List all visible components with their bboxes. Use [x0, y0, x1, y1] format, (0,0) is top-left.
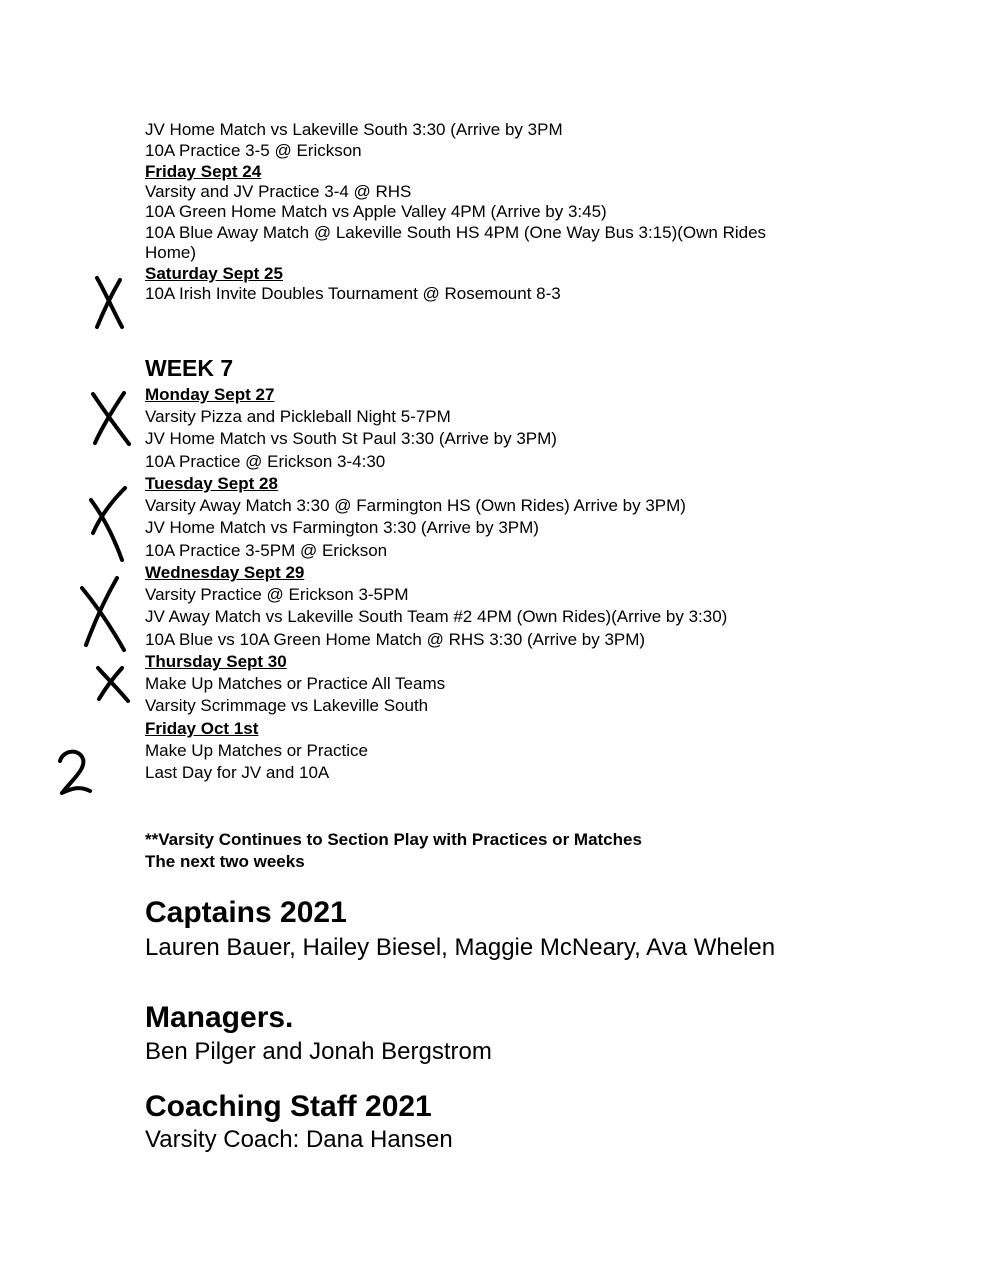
schedule-line: 10A Blue Away Match @ Lakeville South HS 4PM (One Way Bus 3:15)(Own Rides: [145, 223, 767, 242]
day-heading-friday-sept-24: Friday Sept 24: [145, 162, 262, 181]
handwritten-2-friday: [60, 752, 90, 793]
day-heading-wednesday: Wednesday Sept 29: [145, 563, 305, 582]
managers-title: Managers.: [145, 1001, 294, 1034]
day-heading-friday-oct-1: Friday Oct 1st: [145, 719, 259, 738]
coaching-line: Varsity Coach: Dana Hansen: [145, 1126, 453, 1153]
schedule-line: 10A Practice 3-5PM @ Erickson: [145, 541, 388, 560]
captains-title: Captains 2021: [145, 896, 347, 929]
managers-names: Ben Pilger and Jonah Bergstrom: [145, 1038, 492, 1065]
handwritten-x-wednesday: [82, 578, 124, 650]
day-heading-saturday-sept-25: Saturday Sept 25: [145, 264, 283, 283]
schedule-line: 10A Practice @ Erickson 3-4:30: [145, 452, 386, 471]
schedule-line: Make Up Matches or Practice All Teams: [145, 674, 446, 693]
schedule-line: Varsity Practice @ Erickson 3-5PM: [145, 585, 409, 604]
schedule-line: 10A Irish Invite Doubles Tournament @ Rosemount 8-3: [145, 284, 561, 303]
schedule-line: Varsity and JV Practice 3-4 @ RHS: [145, 182, 412, 201]
handwritten-x-tuesday: [91, 488, 125, 560]
schedule-line: JV Home Match vs South St Paul 3:30 (Arrive by 3PM): [145, 429, 557, 448]
day-heading-thursday: Thursday Sept 30: [145, 652, 287, 671]
schedule-line: 10A Blue vs 10A Green Home Match @ RHS 3:30 (Arrive by 3PM): [145, 630, 646, 649]
handwritten-x-monday: [93, 393, 129, 444]
schedule-line: JV Home Match vs Lakeville South 3:30 (Arrive by 3PM: [145, 120, 563, 139]
schedule-line: 10A Practice 3-5 @ Erickson: [145, 141, 362, 160]
schedule-line: Home): [145, 243, 197, 262]
day-heading-tuesday: Tuesday Sept 28: [145, 474, 278, 493]
handwritten-x-saturday: [97, 278, 122, 327]
schedule-line: Varsity Away Match 3:30 @ Farmington HS (Own Rides) Arrive by 3PM): [145, 496, 686, 515]
schedule-line: Varsity Scrimmage vs Lakeville South: [145, 696, 429, 715]
varsity-note-line1: **Varsity Continues to Section Play with Practices or Matches: [145, 830, 642, 849]
varsity-note-line2: The next two weeks: [145, 852, 305, 871]
schedule-line: Make Up Matches or Practice: [145, 741, 368, 760]
schedule-line: Last Day for JV and 10A: [145, 763, 330, 782]
captains-names: Lauren Bauer, Hailey Biesel, Maggie McNeary, Ava Whelen: [145, 934, 776, 961]
schedule-line: Varsity Pizza and Pickleball Night 5-7PM: [145, 407, 451, 426]
handwritten-x-thursday: [98, 668, 128, 701]
coaching-title: Coaching Staff 2021: [145, 1090, 432, 1123]
schedule-line: JV Home Match vs Farmington 3:30 (Arrive by 3PM): [145, 518, 539, 537]
week-title: WEEK 7: [145, 355, 234, 381]
schedule-line: JV Away Match vs Lakeville South Team #2 4PM (Own Rides)(Arrive by 3:30): [145, 607, 728, 626]
schedule-line: 10A Green Home Match vs Apple Valley 4PM (Arrive by 3:45): [145, 202, 607, 221]
day-heading-monday: Monday Sept 27: [145, 385, 275, 404]
